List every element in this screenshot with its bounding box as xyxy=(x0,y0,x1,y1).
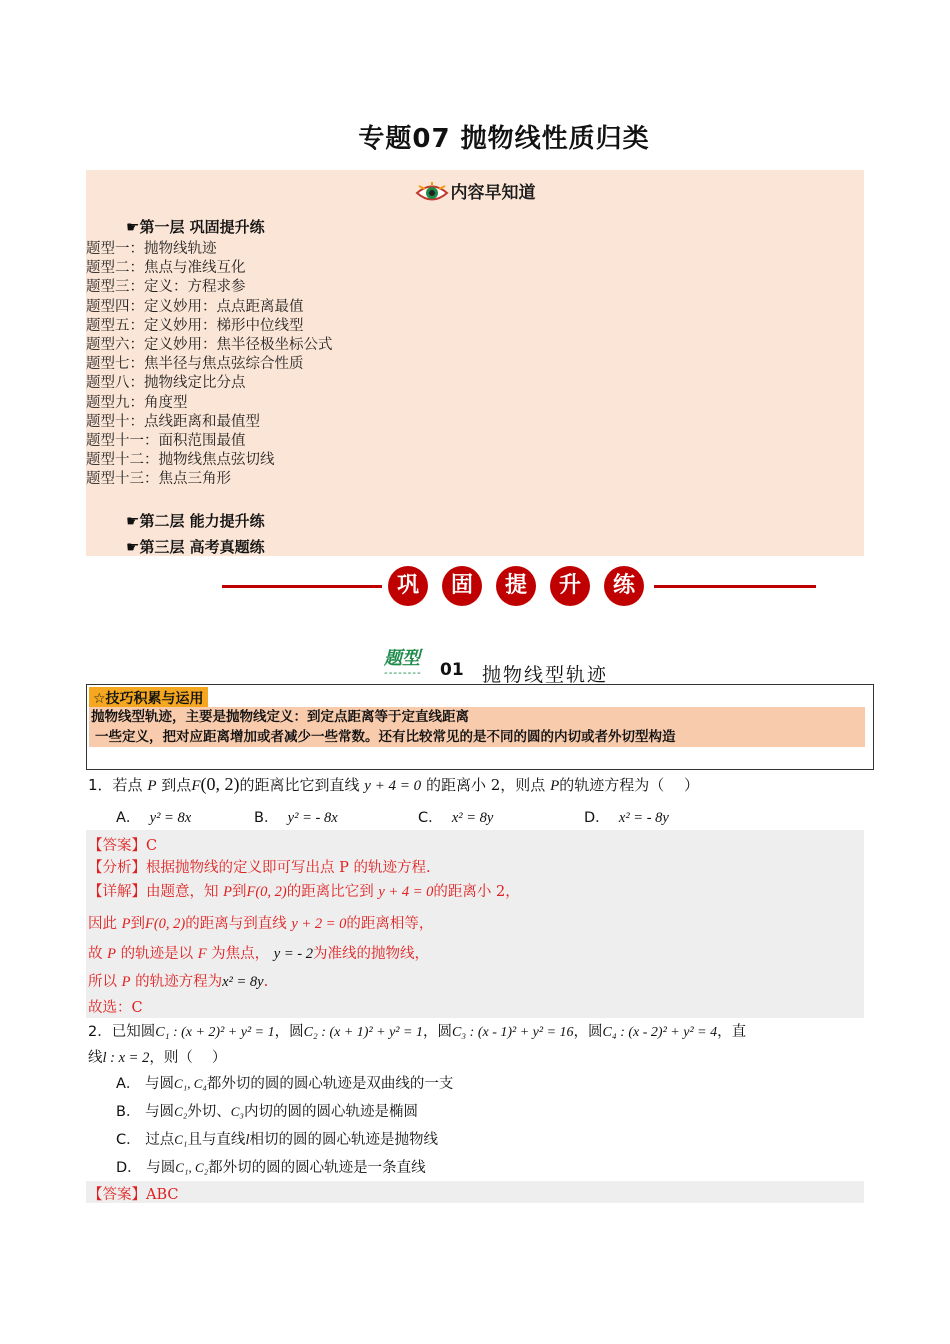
option-c[interactable] xyxy=(418,806,493,827)
option-label: C． xyxy=(418,810,443,826)
math-var: P xyxy=(147,778,157,794)
math-expr: x² = 8y xyxy=(222,974,264,990)
detail-text: 故 xyxy=(88,946,103,962)
topic-item: 题型六：定义妙用：焦半径极坐标公式 xyxy=(86,337,333,354)
answer-line: 【答案】ABC xyxy=(88,1187,179,1203)
math-expr: C₂ xyxy=(174,1104,188,1119)
option-d[interactable] xyxy=(116,1156,426,1177)
detail-text: 的距离与到直线 xyxy=(185,916,287,932)
analysis-line xyxy=(88,856,431,877)
detail-text: 的距离比它到 xyxy=(286,884,374,900)
type-name: 抛物线型轨迹 xyxy=(482,664,609,686)
type-header xyxy=(384,644,644,684)
banner-char: 巩 xyxy=(388,566,428,606)
detail-text: 的轨迹方程为 xyxy=(135,974,223,990)
tip-box xyxy=(86,684,874,770)
detail-text: . xyxy=(263,974,269,990)
math-var: l xyxy=(245,1132,250,1148)
option-value: y² = - 8x xyxy=(287,810,338,826)
math-expr: l : x = 2 xyxy=(102,1050,150,1066)
topic-item: 题型九：角度型 xyxy=(86,394,188,411)
topic-list xyxy=(86,240,333,490)
detail-text: 为焦点， xyxy=(211,946,270,962)
question-2-line2 xyxy=(88,1046,226,1067)
layer3-label: ☛第三层 高考真题练 xyxy=(126,538,265,556)
option-text: 与圆 xyxy=(146,1160,176,1176)
topic-item: 题型十：点线距离和最值型 xyxy=(86,413,260,430)
detail-text: 到 xyxy=(231,884,247,900)
toc-heading-text: 内容早知道 xyxy=(450,183,536,203)
detail-line-3 xyxy=(88,942,429,963)
q-text: 的轨迹方程为（ ） xyxy=(559,776,700,794)
banner-char: 提 xyxy=(496,566,536,606)
detail-text: 的距离小 2， xyxy=(433,884,520,900)
option-value: y² = 8x xyxy=(149,810,192,826)
option-value: x² = - 8y xyxy=(618,810,669,826)
topic-item: 题型二：焦点与准线互化 xyxy=(86,260,246,277)
option-value: x² = 8y xyxy=(451,810,494,826)
q-text: ，圆 xyxy=(274,1024,304,1040)
q-text: ，则（ ） xyxy=(149,1050,227,1066)
option-label: B． xyxy=(254,810,279,826)
detail-text: 由题意，知 xyxy=(146,884,219,900)
q-text: 的距离小 2，则点 xyxy=(425,776,546,794)
math-expr: y + 2 = 0 xyxy=(291,916,347,932)
q-text: ，圆 xyxy=(573,1024,603,1040)
type-label: 题型 xyxy=(384,648,420,669)
type-number: 01 xyxy=(440,660,464,680)
topic-item: 题型十三：焦点三角形 xyxy=(86,471,231,488)
tip-line: 一些定义，把对应距离增加或者减少一些常数。还有比较常见的是不同的圆的内切或者外切型构造 xyxy=(95,729,676,745)
banner-char: 练 xyxy=(604,566,644,606)
analysis-tag: 【分析】 xyxy=(88,860,146,876)
math-expr: C₁, C₄ xyxy=(174,1076,207,1091)
math-var: F xyxy=(197,946,207,962)
math-var: P xyxy=(107,946,116,962)
math-expr: y + 4 = 0 xyxy=(378,884,434,900)
detail-text: 的距离相等， xyxy=(346,916,434,932)
option-text: 内切的圆的圆心轨迹是椭圆 xyxy=(243,1104,418,1120)
answer-block-1 xyxy=(86,830,864,1018)
answer-line: 【答案】C xyxy=(88,838,158,854)
eye-icon xyxy=(415,182,449,204)
type-dashes: -------- xyxy=(384,666,422,679)
q-text: 若点 xyxy=(112,776,143,794)
math-expr: C₃ : (x - 1)² + y² = 16 xyxy=(451,1025,574,1040)
topic-item: 题型十一：面积范围最值 xyxy=(86,433,246,450)
q-text: 到点 xyxy=(161,776,192,794)
math-var: P xyxy=(121,974,131,990)
tip-line: 抛物线型轨迹，主要是抛物线定义：到定点距离等于定直线距离 xyxy=(91,709,469,725)
section-banner xyxy=(222,566,816,606)
question-number: 2． xyxy=(88,1024,112,1040)
banner-line-right xyxy=(654,585,816,588)
math-expr: y + 4 = 0 xyxy=(364,778,422,794)
option-b[interactable] xyxy=(116,1100,418,1121)
banner-char: 升 xyxy=(550,566,590,606)
question-2 xyxy=(88,1020,746,1041)
option-label: A． xyxy=(116,810,141,826)
detail-text: 到 xyxy=(130,916,145,932)
topic-item: 题型四：定义妙用：点点距离最值 xyxy=(86,298,304,315)
toc-heading xyxy=(86,178,864,204)
detail-line-2 xyxy=(88,912,433,933)
option-text: 与圆 xyxy=(145,1104,175,1120)
page-title: 专题07 抛物线性质归类 xyxy=(358,124,650,154)
math-expr: C₄ : (x - 2)² + y² = 4 xyxy=(602,1025,718,1040)
math-expr: y = - 2 xyxy=(273,946,313,962)
topic-item: 题型八：抛物线定比分点 xyxy=(86,375,246,392)
q-text: ，圆 xyxy=(422,1024,452,1040)
math-expr: F(0, 2) xyxy=(144,916,186,932)
option-text: 都外切的圆的圆心轨迹是双曲线的一支 xyxy=(206,1076,454,1092)
math-var: P xyxy=(223,884,232,900)
option-a[interactable] xyxy=(116,1072,453,1093)
math-var: P xyxy=(550,778,560,794)
detail-text: 为准线的抛物线， xyxy=(312,946,429,962)
option-b[interactable] xyxy=(254,806,338,827)
option-d[interactable] xyxy=(584,806,669,827)
option-label: D． xyxy=(116,1160,142,1176)
q-text: ，直 xyxy=(717,1024,747,1040)
topic-item: 题型十二：抛物线焦点弦切线 xyxy=(86,452,275,469)
detail-line-1 xyxy=(88,880,520,901)
tip-body xyxy=(89,707,865,747)
option-text: 与圆 xyxy=(145,1076,175,1092)
math-var: F xyxy=(191,778,201,794)
math-var: P xyxy=(121,916,131,932)
option-text: 都外切的圆的圆心轨迹是一条直线 xyxy=(208,1160,426,1176)
topic-item: 题型七：焦半径与焦点弦综合性质 xyxy=(86,356,304,373)
option-a[interactable] xyxy=(116,806,191,827)
banner-char: 固 xyxy=(442,566,482,606)
answer-block-2 xyxy=(86,1181,864,1203)
math-expr: C₂ : (x + 1)² + y² = 1 xyxy=(303,1025,423,1040)
topic-item: 题型五：定义妙用：梯形中位线型 xyxy=(86,317,304,334)
topic-item: 题型一：抛物线轨迹 xyxy=(86,241,217,257)
option-text: 相切的圆的圆心轨迹是抛物线 xyxy=(249,1132,438,1148)
math-expr: (0, 2) xyxy=(200,774,240,794)
option-text: 过点 xyxy=(145,1132,175,1148)
detail-text: 的轨迹是以 xyxy=(120,946,194,962)
banner-line-left xyxy=(222,585,382,588)
layer1-label: ☛第一层 巩固提升练 xyxy=(126,218,265,236)
option-c[interactable] xyxy=(116,1128,438,1149)
detail-tag: 【详解】 xyxy=(88,884,146,900)
option-text: 且与直线 xyxy=(187,1132,246,1148)
option-text: 外切、 xyxy=(187,1104,231,1120)
option-label: A． xyxy=(116,1076,141,1092)
toc-box xyxy=(86,170,864,556)
option-label: C． xyxy=(116,1132,141,1148)
q-text: 已知圆 xyxy=(111,1024,156,1040)
math-expr: C₁, C₂ xyxy=(175,1160,209,1175)
math-expr: C₁ : (x + 2)² + y² = 1 xyxy=(155,1025,275,1040)
choose-line: 故选：C xyxy=(88,1000,143,1016)
option-label: D． xyxy=(584,810,610,826)
detail-text: 所以 xyxy=(88,974,117,990)
layer2-label: ☛第二层 能力提升练 xyxy=(126,512,265,530)
question-number: 1． xyxy=(88,776,113,794)
q-text: 线 xyxy=(88,1050,103,1066)
question-1 xyxy=(88,774,699,795)
math-expr: C₃ xyxy=(230,1104,244,1119)
option-label: B． xyxy=(116,1104,141,1120)
tip-heading: ☆技巧积累与运用 xyxy=(89,687,208,709)
detail-text: 因此 xyxy=(88,916,117,932)
detail-line-4 xyxy=(88,970,268,991)
topic-item: 题型三：定义：方程求参 xyxy=(86,279,246,296)
q-text: 的距离比它到直线 xyxy=(239,776,360,794)
analysis-text: 根据抛物线的定义即可写出点 P 的轨迹方程. xyxy=(146,860,431,876)
math-expr: C₁ xyxy=(174,1132,188,1147)
math-expr: F(0, 2) xyxy=(246,884,287,900)
